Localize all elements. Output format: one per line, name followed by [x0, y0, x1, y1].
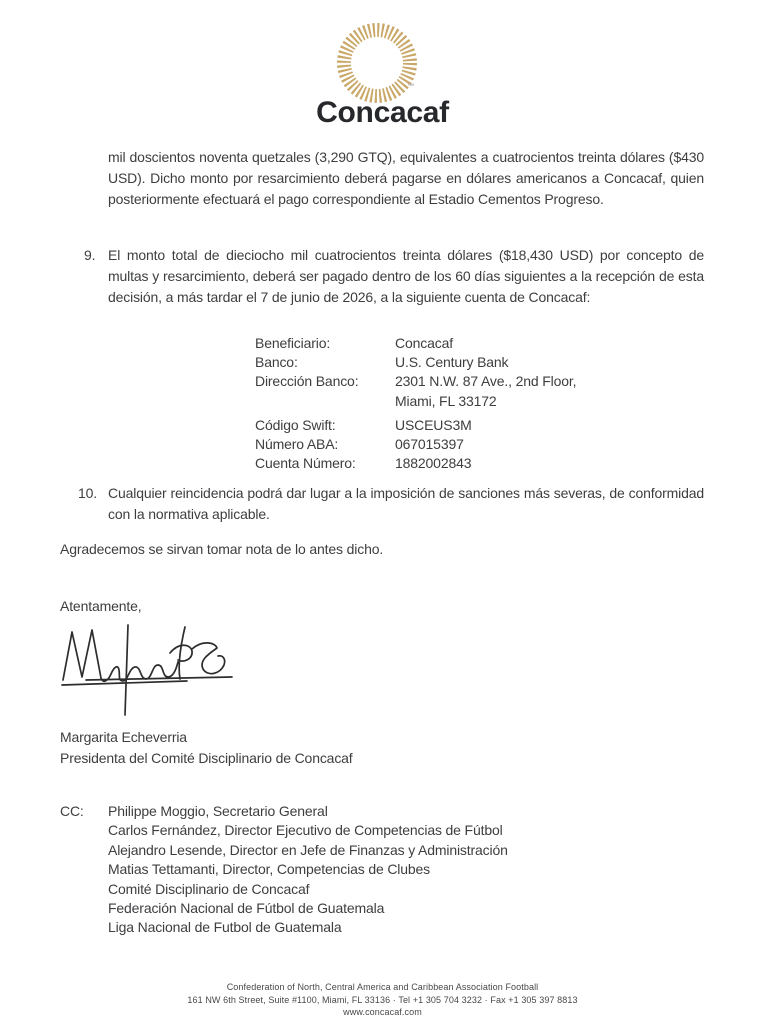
letter-footer	[0, 981, 765, 1019]
bank-value: Miami, FL 33172	[395, 392, 497, 409]
bank-row-beneficiary	[255, 334, 576, 353]
cc-recipient: Federación Nacional de Fútbol de Guatemala	[108, 900, 385, 917]
cc-recipient: Carlos Fernández, Director Ejecutivo de Competencias de Fútbol	[108, 822, 503, 839]
signer-block	[60, 727, 353, 768]
paragraph-fine-amount: mil doscientos noventa quetzales (3,290 GTQ), equivalentes a cuatrocientos treinta dólares ($430 USD). Dicho monto por resarcimiento deberá pagarse en dólares americanos a Concacaf, quien posteriormente efectuará el pago correspondiente al Estadio Cementos Progreso.	[108, 149, 704, 207]
signer-name: Margarita Echeverria	[60, 729, 187, 745]
bank-value: 067015397	[395, 436, 464, 453]
signer-title: Presidenta del Comité Disciplinario de Concacaf	[60, 749, 353, 766]
bank-label: Cuenta Número:	[255, 455, 356, 472]
footer-website: www.concacaf.com	[343, 1007, 422, 1017]
list-number-9: 9.	[84, 247, 96, 263]
concacaf-wordmark: Concacaf	[316, 96, 449, 129]
list-item-10-text: Cualquier reincidencia podrá dar lugar a la imposición de sanciones más severas, de conformidad con la normativa aplicable.	[108, 485, 704, 522]
bank-row-account	[255, 454, 576, 473]
bank-value: Concacaf	[395, 335, 453, 351]
cc-recipient: Comité Disciplinario de Concacaf	[108, 880, 310, 897]
list-item-9-text: El monto total de dieciocho mil cuatrocientos treinta dólares ($18,430 USD) por concepto de multas y resarcimiento, deberá ser pagado dentro de los 60 días siguientes a la recepción de esta decisión, a más tardar el 7 de junio de 2026, a la siguiente cuenta de Concacaf:	[108, 247, 704, 305]
bank-details	[255, 334, 576, 473]
list-number-10: 10.	[78, 485, 98, 501]
bank-value: 2301 N.W. 87 Ave., 2nd Floor,	[395, 373, 577, 390]
bank-label: Banco:	[255, 354, 298, 371]
footer-address: 161 NW 6th Street, Suite #1100, Miami, FL 33136 · Tel +1 305 704 3232 · Fax +1 305 397 8813	[187, 994, 578, 1005]
bank-label	[255, 392, 395, 411]
bank-row-swift	[255, 416, 576, 435]
trademark-symbol: ™	[407, 83, 414, 90]
bank-row-address-2	[255, 392, 576, 411]
bank-label: Número ABA:	[255, 436, 339, 453]
cc-recipient: Philippe Moggio, Secretario General	[108, 803, 328, 819]
bank-row-bank	[255, 353, 576, 372]
bank-row-address	[255, 372, 576, 391]
handwritten-signature	[56, 618, 246, 718]
bank-label: Dirección Banco:	[255, 373, 359, 390]
bank-label: Beneficiario:	[255, 335, 331, 351]
closing-note: Agradecemos se sirvan tomar nota de lo antes dicho.	[60, 541, 384, 557]
cc-recipient: Liga Nacional de Futbol de Guatemala	[108, 919, 342, 936]
bank-row-aba	[255, 435, 576, 454]
bank-value: USCEUS3M	[395, 416, 472, 433]
salutation: Atentamente,	[60, 598, 142, 614]
cc-list	[108, 802, 688, 938]
cc-recipient: Matias Tettamanti, Director, Competencias de Clubes	[108, 861, 431, 878]
footer-org-name: Confederation of North, Central America and Caribbean Association Football	[226, 982, 539, 992]
cc-recipient: Alejandro Lesende, Director en Jefe de Finanzas y Administración	[108, 841, 508, 858]
bank-value: 1882002843	[395, 455, 472, 472]
bank-value: U.S. Century Bank	[395, 354, 509, 371]
concacaf-sunburst-icon	[334, 20, 420, 106]
bank-label: Código Swift:	[255, 416, 336, 433]
cc-label: CC:	[60, 803, 84, 819]
